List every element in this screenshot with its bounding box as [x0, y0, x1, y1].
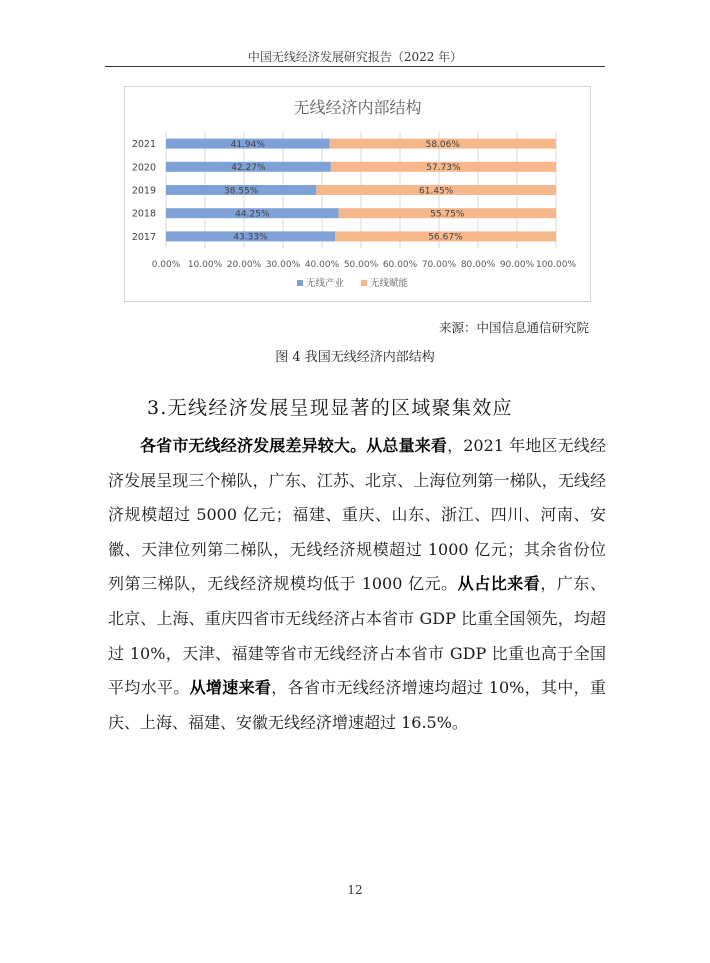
body-paragraph: [108, 429, 606, 740]
header-rule: [105, 66, 605, 67]
data-label: 42.27%: [231, 163, 266, 174]
data-label: 38.55%: [224, 186, 259, 197]
data-label: 44.25%: [235, 209, 270, 220]
x-tick-label: 60.00%: [382, 260, 418, 270]
figure-source: 来源：中国信息通信研究院: [438, 320, 589, 335]
data-label: 41.94%: [230, 139, 265, 150]
paragraph-text-growth: ，各省市无线经济增速均超过 10%，其中，重庆、上海、福建、安徽无线经济增速超过 16.5%。: [108, 678, 606, 732]
x-tick-label: 100.00%: [535, 260, 577, 270]
y-category-label: 2018: [131, 208, 156, 220]
data-label: 43.33%: [233, 232, 268, 243]
figure-caption: 图 4 我国无线经济内部结构: [275, 350, 435, 365]
chart-x-ticks: [152, 260, 577, 270]
legend-swatch: [361, 280, 367, 286]
x-tick-label: 90.00%: [499, 260, 535, 270]
legend-label: 无线产业: [306, 278, 345, 289]
running-header: 中国无线经济发展研究报告（2022 年）: [247, 50, 463, 64]
chart-y-labels: [132, 139, 156, 243]
legend-label: 无线赋能: [370, 278, 409, 289]
y-category-label: 2017: [131, 231, 156, 243]
bold-phrase-total: 从总量来看: [366, 436, 448, 455]
legend-swatch: [297, 280, 303, 286]
paragraph-text-total: ，2021 年地区无线经济发展呈现三个梯队，广东、江苏、北京、上海位列第一梯队，无线经济规模超过 5000 亿元；福建、重庆、山东、浙江、四川、河南、安徽、天津位列第二梯队，无线经济规模超过 1000 亿元；其余省份位列第三梯队，无线经济规模均低于 1000 亿元。: [108, 436, 606, 594]
x-tick-label: 50.00%: [343, 260, 379, 270]
stacked-bar-chart: [125, 87, 590, 301]
y-category-label: 2020: [131, 162, 156, 174]
y-category-label: 2019: [131, 185, 156, 197]
data-label: 57.73%: [426, 163, 461, 174]
data-label: 58.06%: [425, 139, 460, 150]
chart-legend: [297, 277, 408, 289]
x-tick-label: 10.00%: [187, 260, 223, 270]
bold-phrase-share: 从占比来看: [457, 574, 541, 594]
section-heading: 3.无线经济发展呈现显著的区域聚集效应: [147, 397, 513, 419]
bold-phrase-growth: 从增速来看: [189, 678, 272, 698]
x-tick-label: 20.00%: [226, 260, 262, 270]
lead-bold-text: 各省市无线经济发展差异较大。: [140, 436, 367, 455]
y-category-label: 2021: [131, 139, 156, 151]
chart-container: [124, 86, 591, 302]
page-number: 12: [347, 883, 363, 897]
data-label: 56.67%: [428, 232, 463, 243]
data-label: 61.45%: [419, 186, 454, 197]
x-tick-label: 80.00%: [460, 260, 496, 270]
paragraph-text-share: ，广东、北京、上海、重庆四省市无线经济占本省市 GDP 比重全国领先，均超过 10%，天津、福建等省市无线经济占本省市 GDP 比重也高于全国平均水平。: [108, 574, 606, 698]
x-tick-label: 40.00%: [304, 260, 340, 270]
chart-title: 无线经济内部结构: [293, 98, 422, 117]
x-tick-label: 30.00%: [265, 260, 301, 270]
x-tick-label: 0.00%: [151, 260, 181, 270]
x-tick-label: 70.00%: [421, 260, 457, 270]
data-label: 55.75%: [430, 209, 465, 220]
